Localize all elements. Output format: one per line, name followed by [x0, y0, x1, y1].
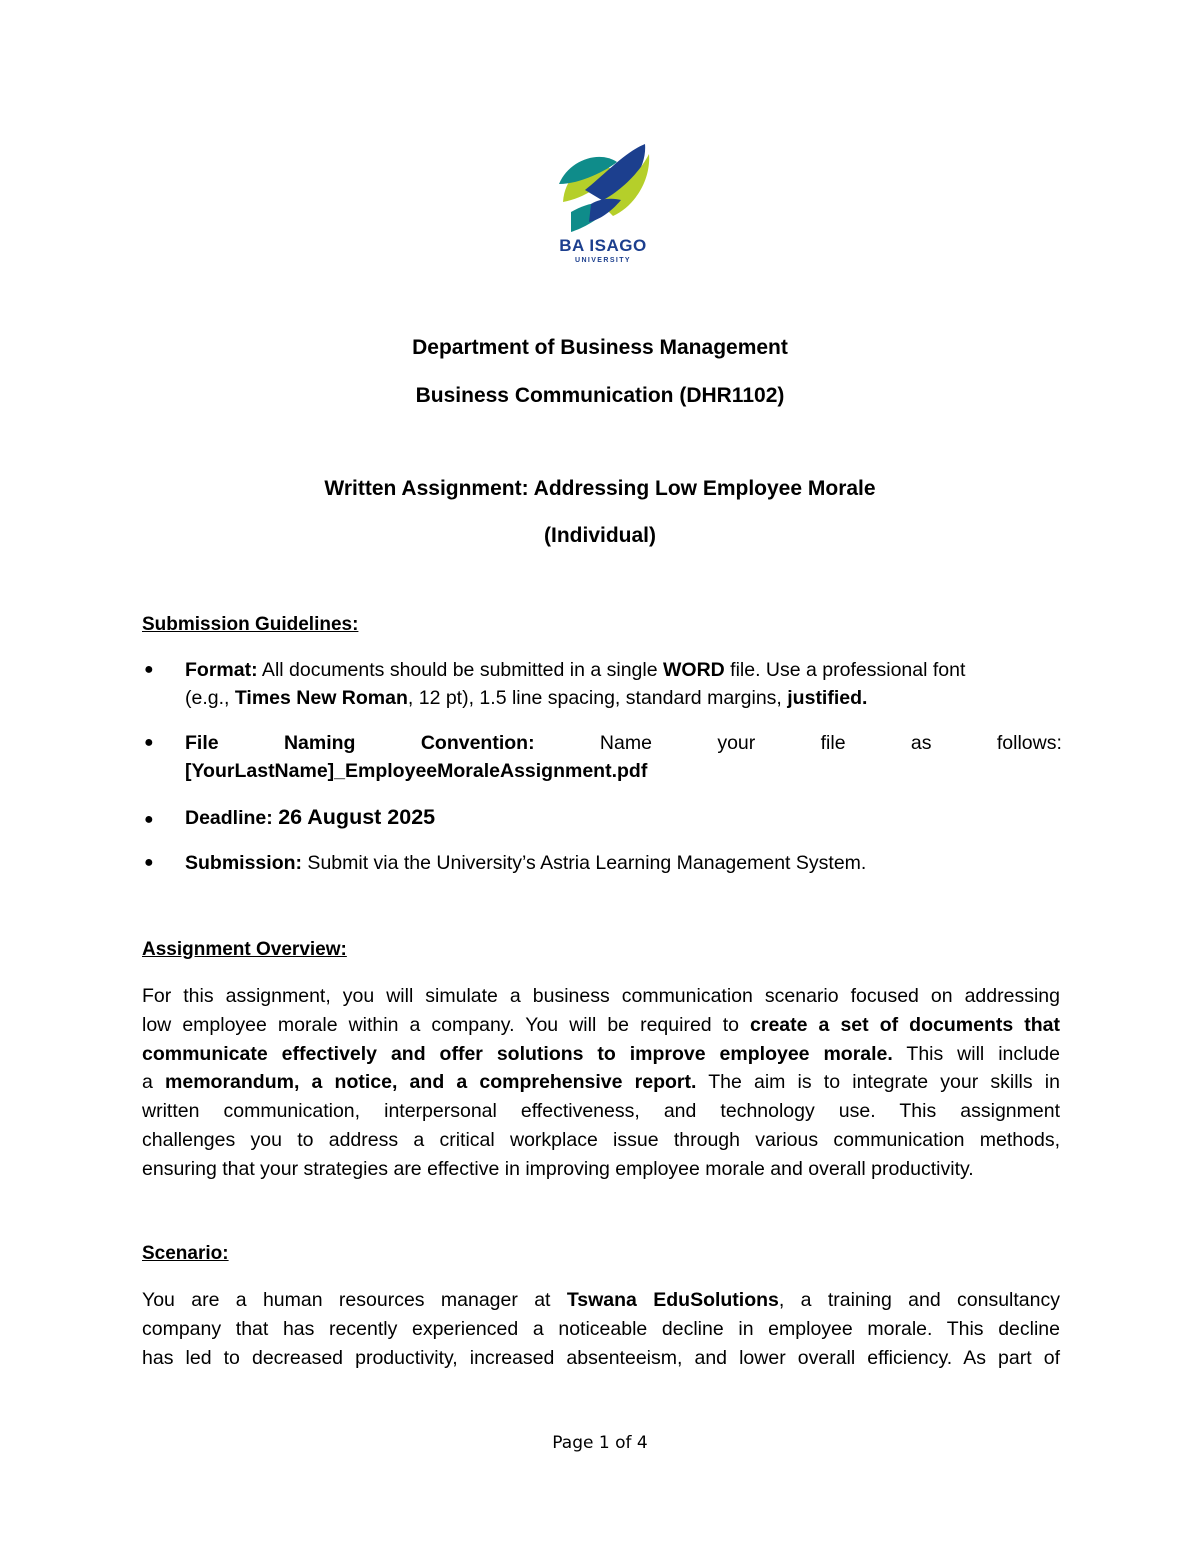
- overview-line: [142, 1040, 1060, 1069]
- overview-line: [142, 1068, 1060, 1097]
- list-item-naming: [142, 729, 1062, 785]
- department-title: Department of Business Management: [412, 336, 788, 359]
- scenario-line: [142, 1286, 1060, 1315]
- naming-word: File: [185, 732, 219, 754]
- format-text-3: (e.g.,: [185, 687, 235, 709]
- format-justified: justified.: [787, 687, 868, 709]
- submission-list-4: [142, 849, 1062, 877]
- naming-word: Name: [599, 732, 652, 754]
- overview-text: This will include: [892, 1042, 1060, 1065]
- deadline-value: 26 August 2025: [278, 805, 436, 829]
- scenario-line: has led to decreased productivity, increased absenteeism, and lower overall efficiency. As part of: [142, 1346, 1060, 1369]
- overview-line: [142, 1011, 1060, 1040]
- company-name: Tswana EduSolutions: [566, 1289, 779, 1311]
- overview-text: a: [142, 1071, 166, 1094]
- assignment-type: (Individual): [544, 524, 656, 547]
- naming-value: [YourLastName]_EmployeeMoraleAssignment.pdf: [185, 760, 648, 782]
- submission-list-2: [142, 729, 1062, 785]
- overview-bold: communicate effectively and offer solutions to improve employee morale.: [142, 1042, 893, 1065]
- format-text-4: , 12 pt), 1.5 line spacing, standard margins,: [407, 687, 788, 709]
- naming-word: your: [717, 732, 756, 754]
- assignment-title: Written Assignment: Addressing Low Employee Morale: [324, 477, 876, 500]
- submission-list: [142, 656, 1062, 712]
- naming-word: follows:: [996, 732, 1062, 754]
- overview-line: For this assignment, you will simulate a business communication scenario focused on addressing: [142, 985, 1060, 1007]
- logo-subtitle: UNIVERSITY: [574, 257, 631, 264]
- format-label: Format:: [185, 659, 258, 681]
- leaf-emblem-icon: [555, 140, 651, 234]
- overview-paragraph: [142, 982, 1060, 1184]
- university-logo: [555, 140, 651, 270]
- submission-text: Submit via the University’s Astria Learning Management System.: [302, 852, 867, 874]
- logo-name: BA ISAGO: [559, 236, 647, 255]
- submission-label: Submission:: [185, 852, 303, 874]
- list-item-submission: [142, 849, 1062, 877]
- scenario-line: company that has recently experienced a noticeable decline in employee morale. This decline: [142, 1317, 1060, 1340]
- format-text-2: file. Use a professional font: [724, 659, 966, 681]
- naming-word: as: [910, 732, 932, 754]
- overview-text: low employee morale within a company. You will be required to: [142, 1013, 751, 1036]
- naming-line: [185, 729, 1062, 757]
- page-number: Page 1 of 4: [552, 1433, 648, 1453]
- submission-heading: Submission Guidelines:: [142, 614, 359, 635]
- naming-word: Convention:: [420, 732, 535, 754]
- list-item-deadline: [142, 803, 1062, 832]
- scenario-paragraph: [142, 1286, 1060, 1372]
- overview-bold: create a set of documents that: [750, 1013, 1060, 1036]
- bullet-icon: ●: [144, 661, 154, 678]
- course-title: Business Communication (DHR1102): [415, 384, 785, 407]
- scenario-text: , a training and consultancy: [778, 1289, 1060, 1311]
- list-item-format: [142, 656, 1062, 712]
- format-text: All documents should be submitted in a single: [257, 659, 663, 681]
- deadline-label: Deadline:: [185, 807, 279, 829]
- bullet-icon: ●: [144, 811, 154, 828]
- format-word: WORD: [663, 659, 725, 681]
- bullet-icon: ●: [144, 854, 154, 871]
- naming-word: Naming: [283, 732, 356, 754]
- overview-text: The aim is to integrate your skills in: [696, 1071, 1060, 1094]
- naming-word: file: [820, 732, 846, 754]
- overview-line: challenges you to address a critical workplace issue through various communication methods,: [142, 1128, 1060, 1151]
- submission-list-3: [142, 803, 1062, 832]
- scenario-text: You are a human resources manager at: [142, 1289, 567, 1311]
- scenario-heading: Scenario:: [142, 1243, 229, 1264]
- format-font: Times New Roman: [234, 687, 408, 709]
- overview-line: ensuring that your strategies are effective in improving employee morale and overall productivity.: [142, 1157, 974, 1180]
- overview-heading: Assignment Overview:: [142, 939, 347, 960]
- overview-line: written communication, interpersonal effectiveness, and technology use. This assignment: [142, 1100, 1060, 1123]
- overview-bold: memorandum, a notice, and a comprehensive report.: [165, 1071, 697, 1094]
- bullet-icon: ●: [144, 734, 154, 751]
